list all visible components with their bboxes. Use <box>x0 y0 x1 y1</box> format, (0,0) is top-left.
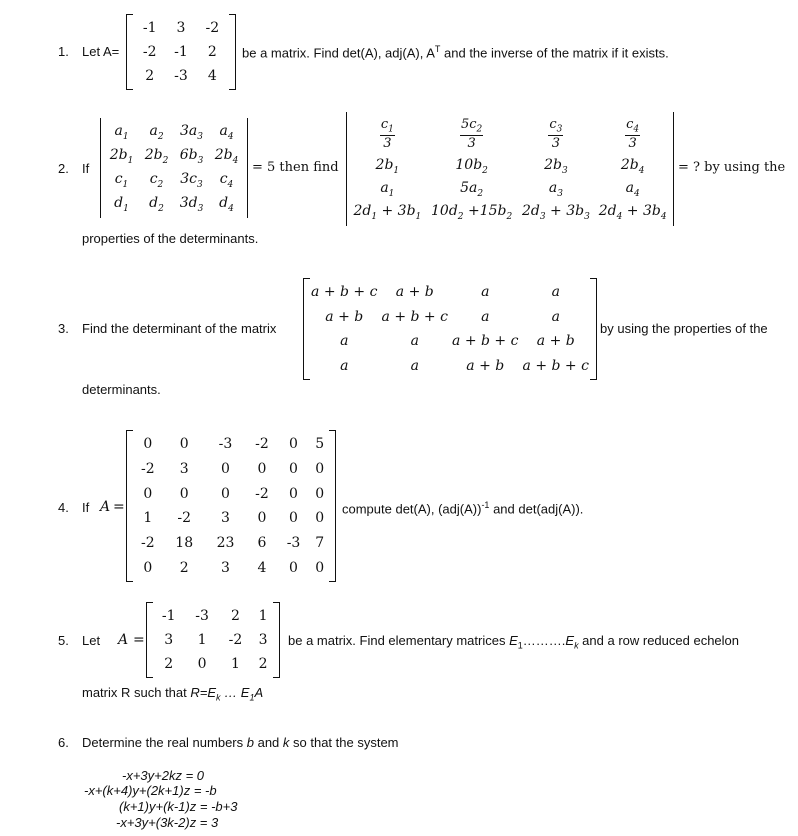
entry-base: 2b <box>375 156 394 173</box>
system-eq-3: (k+1)y+(k-1)z = -b+3 <box>119 799 238 814</box>
determinant-entry <box>426 201 518 224</box>
entry-base: d <box>114 194 124 211</box>
matrix-entry: -1 <box>174 44 188 60</box>
determinant-entry <box>209 192 244 216</box>
entry-subscript: 2 <box>457 211 464 222</box>
entry-subscript: 1 <box>123 203 129 214</box>
matrix-entry: 2 <box>207 44 217 60</box>
entry-subscript: 3 <box>584 211 590 222</box>
matrix-entry: -2 <box>255 485 269 502</box>
entry-subscript: 1 <box>415 211 422 222</box>
q4-lead: If <box>82 500 90 515</box>
determinant-entry <box>209 168 244 192</box>
numerator-base: c <box>549 116 557 132</box>
matrix-entry: 0 <box>179 436 189 453</box>
q4-var: A <box>100 499 111 515</box>
entry-subscript: 1 <box>127 155 134 166</box>
matrix-entry: 5 <box>315 436 325 453</box>
matrix-entry: 2 <box>179 559 189 576</box>
determinant-entry <box>139 168 174 192</box>
q3-lead: Find the determinant of the matrix <box>82 321 277 336</box>
entry-base: 2d <box>353 202 372 219</box>
entry-base: +15b <box>463 202 507 219</box>
q5-matrix <box>146 602 280 678</box>
matrix-entry: a <box>481 284 490 301</box>
q2-number: 2. <box>58 161 69 176</box>
matrix-entry: 2 <box>164 656 174 672</box>
entry-base: 3d <box>179 194 198 211</box>
entry-base: a <box>219 122 228 139</box>
numerator <box>380 118 395 137</box>
q5-lead: Let <box>82 633 101 648</box>
determinant-entry <box>104 144 139 168</box>
q2-tail: properties of the determinants. <box>82 231 259 246</box>
entry-base: a <box>149 122 158 139</box>
matrix-entry: a <box>551 308 560 325</box>
determinant-entry <box>518 178 595 201</box>
numerator-base: c <box>626 116 634 132</box>
entry-subscript: 3 <box>561 165 568 176</box>
fraction-entry <box>426 114 518 154</box>
matrix-entry: 0 <box>289 460 298 477</box>
determinant-entry <box>174 120 209 144</box>
determinant-entry <box>518 201 595 224</box>
matrix-entry: 0 <box>221 460 230 477</box>
entry-base: 5a <box>460 179 478 196</box>
entry-base: c <box>149 170 158 187</box>
denominator: 3 <box>551 136 561 152</box>
fraction-entry <box>518 114 595 154</box>
entry-base: 10d <box>431 202 458 219</box>
system-eq-4: -x+3y+(3k-2)z = 3 <box>116 815 219 830</box>
matrix-entry: 3 <box>176 20 186 36</box>
entry-base: a <box>114 122 123 139</box>
matrix-entry: a + b <box>536 333 575 350</box>
entry-base: 2d <box>598 202 617 219</box>
fraction <box>625 118 640 151</box>
q3-number: 3. <box>58 321 69 336</box>
matrix-entry: -2 <box>177 510 192 527</box>
matrix-entry: 0 <box>315 485 325 502</box>
q2-after-text: = ? by using the <box>678 160 786 175</box>
matrix-entry: a <box>551 284 560 301</box>
entry-subscript: 4 <box>228 203 234 214</box>
matrix-entry: 0 <box>143 485 153 502</box>
matrix-entry: -2 <box>205 20 220 36</box>
determinant-entry <box>209 144 244 168</box>
q5-line2: matrix R such that $R=E_k$ … $E_1A$ <box>82 685 264 703</box>
matrix-entry: -3 <box>195 608 209 624</box>
matrix-entry: 0 <box>179 485 189 502</box>
numerator-subscript: 1 <box>388 124 394 135</box>
numerator-base: 5c <box>460 116 477 132</box>
matrix-entry: a <box>340 333 349 350</box>
entry-subscript: 1 <box>371 211 378 222</box>
determinant-entry <box>104 120 139 144</box>
entry-subscript: 3 <box>197 203 204 214</box>
entry-base: 6b <box>179 146 198 163</box>
entry-base: 2b <box>544 156 562 173</box>
determinant-entry <box>426 178 518 201</box>
entry-base: c <box>219 170 228 187</box>
q2-equals-text: = 5 then find <box>252 160 339 175</box>
q5-text: be a matrix. Find elementary matrices $E_1\dots\dots\dots.E_k$ and a row reduced echelon <box>288 633 740 651</box>
numerator-subscript: 3 <box>556 124 563 135</box>
entry-subscript: 4 <box>633 188 640 199</box>
entry-base: d <box>219 194 229 211</box>
entry-base: 3a <box>180 122 198 139</box>
q4-matrix <box>126 430 336 582</box>
matrix-entry: a <box>340 357 349 374</box>
entry-base: 2b <box>214 146 233 163</box>
determinant-entry <box>349 201 426 224</box>
q1-number: 1. <box>58 44 69 59</box>
entry-subscript: 2 <box>157 179 164 190</box>
matrix-entry: a + b <box>395 284 434 301</box>
matrix-entry: a + b <box>466 357 505 374</box>
entry-subscript: 1 <box>393 165 400 176</box>
matrix-entry: 4 <box>207 68 217 84</box>
matrix-entry: -2 <box>228 632 243 648</box>
determinant-entry <box>594 178 671 201</box>
numerator <box>460 118 483 137</box>
matrix-entry: 0 <box>257 510 267 527</box>
matrix-entry: 1 <box>230 656 240 672</box>
q6-number: 6. <box>58 735 69 750</box>
matrix-entry: 6 <box>257 534 267 551</box>
q1-lead: Let A= <box>82 44 120 59</box>
entry-subscript: 2 <box>157 131 164 142</box>
matrix-entry: 0 <box>289 510 298 527</box>
numerator-subscript: 2 <box>476 124 483 135</box>
determinant-entry <box>209 120 244 144</box>
entry-subscript: 4 <box>227 131 234 142</box>
entry-base: c <box>114 170 123 187</box>
matrix-entry: 0 <box>289 436 298 453</box>
entry-subscript: 1 <box>122 179 129 190</box>
entry-subscript: 1 <box>122 131 129 142</box>
entry-base: 2b <box>144 146 163 163</box>
matrix-entry: -2 <box>140 534 155 551</box>
entry-subscript: 1 <box>388 188 395 199</box>
determinant-entry <box>426 154 518 177</box>
matrix-entry: 0 <box>257 460 267 477</box>
matrix-entry: -3 <box>174 68 188 84</box>
determinant-entry <box>594 154 671 177</box>
matrix-entry: 2 <box>145 68 155 84</box>
determinant-entry <box>139 144 174 168</box>
entry-base: a <box>548 179 558 196</box>
denominator: 3 <box>628 136 637 152</box>
numerator-base: c <box>380 116 389 132</box>
fraction <box>380 118 395 151</box>
determinant-entry <box>139 192 174 216</box>
matrix-entry: 23 <box>216 534 235 551</box>
entry-base: + 3b <box>545 202 585 219</box>
denominator: 3 <box>383 136 392 152</box>
matrix-entry: -3 <box>218 436 233 453</box>
matrix-entry: 3 <box>164 632 174 648</box>
matrix-entry: a <box>410 333 419 350</box>
matrix-entry: a + b + c <box>522 357 589 374</box>
entry-base: 2b <box>109 146 128 163</box>
matrix-entry: 0 <box>289 485 298 502</box>
q2-left-determinant <box>100 118 248 218</box>
entry-base: a <box>380 179 389 196</box>
entry-base: d <box>149 194 159 211</box>
matrix-entry: a + b + c <box>381 308 448 325</box>
entry-subscript: 4 <box>638 165 645 176</box>
matrix-entry: 3 <box>221 510 230 527</box>
q2-if: If <box>82 161 90 176</box>
numerator <box>548 118 563 137</box>
matrix-entry: -3 <box>286 534 301 551</box>
matrix-entry: 1 <box>143 510 153 527</box>
matrix-entry: 3 <box>258 632 268 648</box>
matrix-entry: 0 <box>197 656 207 672</box>
entry-subscript: 2 <box>482 165 488 176</box>
q1-text: be a matrix. Find det(A), adj(A), $A^T$ and the inverse of the matrix if it exists. <box>242 44 669 61</box>
entry-subscript: 4 <box>660 211 667 222</box>
entry-subscript: 2 <box>162 155 169 166</box>
q4-eq: = <box>113 499 125 515</box>
entry-subscript: 3 <box>557 188 563 199</box>
matrix-entry: 0 <box>315 460 325 477</box>
matrix-entry: 2 <box>230 608 240 624</box>
determinant-entry <box>174 144 209 168</box>
determinant-entry <box>349 178 426 201</box>
entry-base: 3c <box>180 170 197 187</box>
matrix-entry: 0 <box>143 559 153 576</box>
entry-base: + 3b <box>622 202 661 219</box>
determinant-entry <box>174 168 209 192</box>
entry-base: 2b <box>620 156 639 173</box>
q6-text: Determine the real numbers b and k so that the system <box>82 735 399 750</box>
matrix-entry: 4 <box>257 559 267 576</box>
q5-number: 5. <box>58 633 69 648</box>
matrix-entry: 3 <box>221 559 230 576</box>
entry-subscript: 3 <box>197 131 203 142</box>
entry-subscript: 4 <box>616 211 623 222</box>
matrix-entry: 7 <box>315 534 325 551</box>
matrix-entry: -2 <box>140 460 155 477</box>
matrix-entry: 1 <box>197 632 207 648</box>
numerator <box>625 118 640 137</box>
entry-base: 10b <box>455 156 483 173</box>
q1-matrix <box>126 14 236 90</box>
matrix-entry: 0 <box>143 436 153 453</box>
matrix-entry: 0 <box>315 510 325 527</box>
q4-number: 4. <box>58 500 69 515</box>
q5-var: A <box>118 632 129 648</box>
matrix-entry: 0 <box>289 559 298 576</box>
entry-subscript: 2 <box>158 203 164 214</box>
entry-base: + 3b <box>377 202 416 219</box>
entry-subscript: 4 <box>232 155 239 166</box>
matrix-entry: a + b + c <box>311 284 378 301</box>
determinant-entry <box>594 201 671 224</box>
matrix-entry: 18 <box>175 534 194 551</box>
determinant-entry <box>104 168 139 192</box>
determinant-entry <box>174 192 209 216</box>
determinant-entry <box>104 192 139 216</box>
entry-subscript: 3 <box>197 179 203 190</box>
q2-right-determinant <box>346 112 674 226</box>
matrix-entry: -2 <box>142 44 157 60</box>
matrix-entry: -2 <box>255 436 269 453</box>
matrix-entry: -1 <box>142 20 157 36</box>
fraction <box>460 118 483 151</box>
system-eq-1: -x+3y+2kz = 0 <box>122 768 205 783</box>
entry-subscript: 3 <box>539 211 546 222</box>
numerator-subscript: 4 <box>633 124 640 135</box>
fraction-entry <box>594 114 671 154</box>
matrix-entry: a + b + c <box>452 333 519 350</box>
entry-subscript: 4 <box>227 179 234 190</box>
matrix-entry: -1 <box>161 608 176 624</box>
denominator: 3 <box>467 136 476 152</box>
matrix-entry: 0 <box>315 559 325 576</box>
fraction <box>548 118 563 151</box>
entry-subscript: 2 <box>477 188 484 199</box>
q5-eq: = <box>133 632 145 648</box>
matrix-entry: 2 <box>258 656 268 672</box>
q3-after: by using the properties of the <box>600 321 768 336</box>
q3-tail: determinants. <box>82 382 161 397</box>
q4-text: compute det(A), $(adj(A))^{-1}$ and det(adj(A)). <box>342 500 584 517</box>
matrix-entry: a + b <box>325 308 364 325</box>
entry-base: 2d <box>521 202 540 219</box>
determinant-entry <box>518 154 595 177</box>
entry-subscript: 2 <box>506 211 513 222</box>
determinant-entry <box>139 120 174 144</box>
q3-matrix <box>303 278 597 380</box>
system-eq-2: -x+(k+4)y+(2k+1)z = -b <box>84 783 217 798</box>
entry-subscript: 3 <box>197 155 204 166</box>
entry-base: a <box>625 179 634 196</box>
matrix-entry: a <box>481 308 490 325</box>
fraction-entry <box>349 114 426 154</box>
matrix-entry: 0 <box>221 485 230 502</box>
matrix-entry: 1 <box>258 608 268 624</box>
matrix-entry: a <box>410 357 419 374</box>
determinant-entry <box>349 154 426 177</box>
matrix-entry: 3 <box>179 460 189 477</box>
